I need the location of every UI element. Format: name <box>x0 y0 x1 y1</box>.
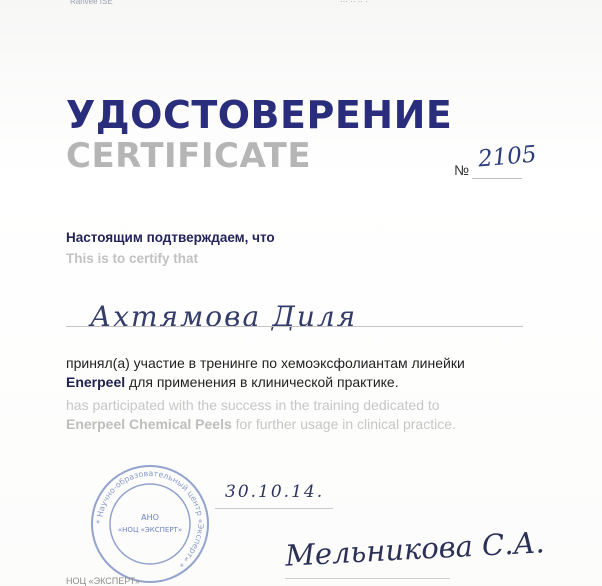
stamp-inner-top: АНО <box>141 513 159 522</box>
description-russian-brand: Enerpeel <box>66 374 126 390</box>
bottom-edge-text: НОЦ «ЭКСПЕРТ» <box>66 576 140 586</box>
top-edge-mark-right: ··· ·· ·· · <box>340 0 368 6</box>
issue-date-underline <box>215 508 333 509</box>
description-russian-line2: для применения в клинической практике. <box>125 374 399 390</box>
certificate-number-sign: № <box>454 162 470 178</box>
stamp-ring-text: * Научно-образовательный центр «Эксперт» * <box>94 468 206 569</box>
stamp-inner-bottom: «НОЦ «ЭКСПЕРТ» <box>117 526 183 534</box>
title-english: CERTIFICATE <box>66 136 312 176</box>
signature-underline <box>285 578 450 579</box>
certificate-number-underline <box>472 178 522 179</box>
description-english <box>66 396 456 434</box>
confirmation-russian: Настоящим подтверждаем, что <box>66 230 275 245</box>
confirmation-english: This is to certify that <box>66 251 199 266</box>
recipient-name-underline <box>66 326 523 327</box>
description-english-brand: Enerpeel Chemical Peels <box>66 416 232 432</box>
description-russian-line1: принял(а) участие в тренинге по хемоэксфолиантам линейки <box>66 355 465 371</box>
certificate-number: 2105 <box>476 141 538 173</box>
title-russian: УДОСТОВЕРЕНИЕ <box>66 93 453 137</box>
top-edge-mark-left: Ranvee ISE <box>70 0 113 6</box>
description-english-line1: has participated with the success in the training dedicated to <box>66 397 440 413</box>
description-english-line2: for further usage in clinical practice. <box>231 416 456 432</box>
organization-stamp-icon <box>88 462 212 586</box>
recipient-name: Ахтямова Диля <box>90 300 358 333</box>
issue-date: 30.10.14. <box>225 482 325 502</box>
signature: Мельникова С.А. <box>284 525 546 573</box>
description-russian <box>66 354 465 392</box>
